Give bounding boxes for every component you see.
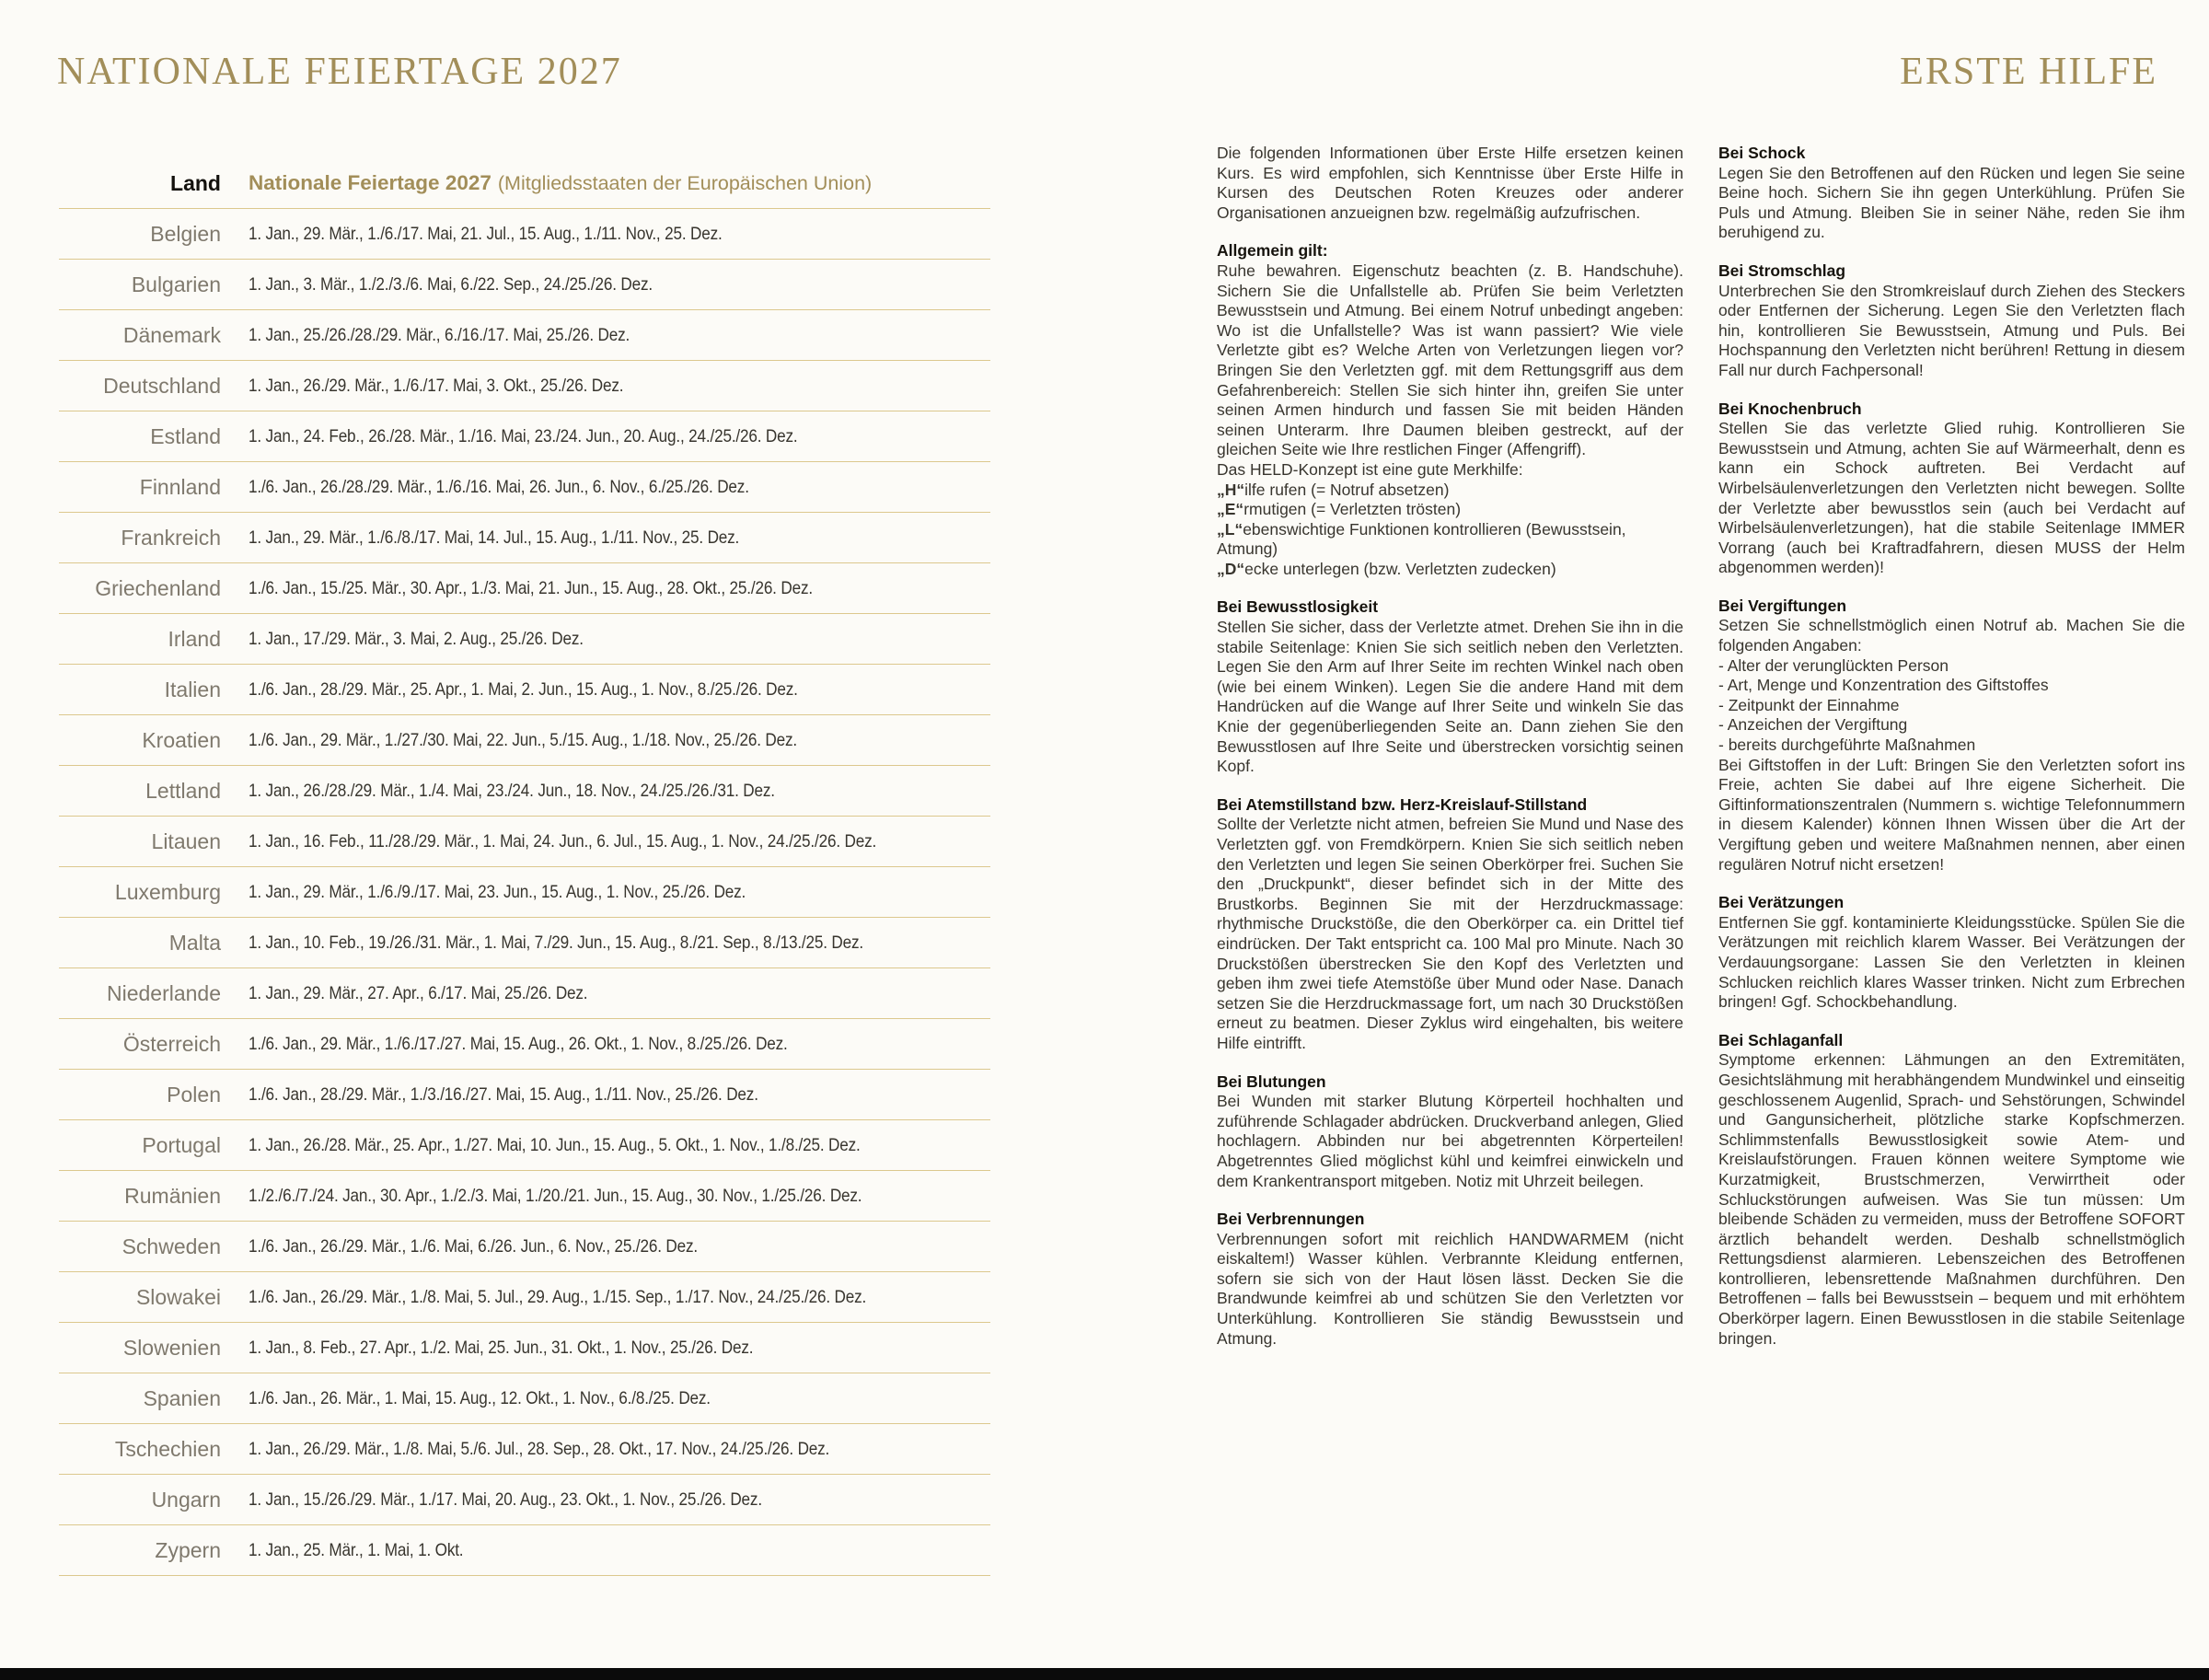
paragraph: Symptome erkennen: Lähmungen an den Extremitäten, Gesichtslähmung mit herabhängendem Mundwinkel und einseitig geschlossenem Augenlid, Sprach- und Sehstörungen, Schwindel und Gangunsicherheit, plötzliche starke Kopfschmerzen. Schlimmstenfalls Bewusstlosigkeit sowie Atem- und Kreislaufstörungen. Frauen können weitere Symptome wie Kurzatmigkeit, Brustschmerzen, Verwirrtheit oder Schluckstörungen aufweisen. Was Sie tun müssen: Um bleibende Schäden zu vermeiden, muss der Betroffene SOFORT ärztlich behandelt werden. Deshalb schnellstmöglich Rettungsdienst alarmieren. Lebenszeichen des Betroffenen kontrollieren, lebensrettende Maßnahmen durchführen. Den Betroffenen – falls bei Bewusstsein – bequem und mit erhöhtem Oberkörper lagern. Einen Bewusstlosen in die stabile Seitenlage bringen. bbox=[1718, 1050, 2185, 1348]
section-heading: Bei Blutungen bbox=[1217, 1072, 1326, 1091]
table-row bbox=[59, 1373, 990, 1424]
holiday-dates: 1. Jan., 25./26./28./29. Mär., 6./16./17. Mai, 25./26. Dez. bbox=[249, 324, 630, 345]
column-header-holidays bbox=[249, 171, 990, 195]
table-row bbox=[59, 1171, 990, 1222]
firstaid-section bbox=[1217, 241, 1683, 579]
holiday-table-body bbox=[59, 209, 990, 1576]
country-name: Tschechien bbox=[114, 1436, 221, 1461]
paragraph: Ruhe bewahren. Eigenschutz beachten (z. B. Handschuhe). Sichern Sie die Unfallstelle ab. Prüfen Sie beim Verletzten Bewusstsein und Atmung. Bei einem Notruf unbedingt angeben: Wo ist die Unfallstelle? Was ist wann passiert? Wie viele Verletzte gibt es? Welche Arten von Verletzungen liegen vor? Bringen Sie den Verletzten ggf. mit dem Rettungsgriff aus dem Gefahrenbereich: Stellen Sie sich hinter ihn, greifen Sie unter seinen Armen hindurch und fassen Sie mit beiden Händen seinen Unterarm. Ihre Daumen bleiben gestreckt, auf der gleichen Seite wie Ihre restlichen Finger (Affengriff). bbox=[1217, 261, 1683, 459]
firstaid-section bbox=[1217, 1210, 1683, 1349]
paragraph: „E“rmutigen (= Verletzten trösten) bbox=[1217, 500, 1462, 519]
firstaid-section bbox=[1718, 144, 2185, 243]
section-heading: Bei Knochenbruch bbox=[1718, 399, 1862, 418]
firstaid-section bbox=[1217, 144, 1683, 223]
table-row bbox=[59, 867, 990, 918]
firstaid-section bbox=[1718, 400, 2185, 578]
holiday-dates: 1. Jan., 26./28./29. Mär., 1./4. Mai, 23./24. Jun., 18. Nov., 24./25./26./31. Dez. bbox=[249, 780, 775, 801]
table-row bbox=[59, 513, 990, 563]
holiday-dates: 1. Jan., 17./29. Mär., 3. Mai, 2. Aug., 25./26. Dez. bbox=[249, 628, 584, 649]
table-header-row bbox=[59, 158, 990, 209]
table-row bbox=[59, 310, 990, 361]
paragraph: - Alter der verunglückten Person bbox=[1718, 655, 1949, 675]
holiday-dates: 1. Jan., 26./29. Mär., 1./8. Mai, 5./6. Jul., 28. Sep., 28. Okt., 17. Nov., 24./25./26. Dez. bbox=[249, 1438, 830, 1459]
table-row bbox=[59, 462, 990, 513]
table-row bbox=[59, 361, 990, 411]
country-name: Slowakei bbox=[135, 1284, 221, 1309]
holiday-dates: 1./6. Jan., 28./29. Mär., 1./3./16./27. Mai, 15. Aug., 1./11. Nov., 25./26. Dez. bbox=[249, 1083, 758, 1105]
section-heading: Allgemein gilt: bbox=[1217, 241, 1328, 261]
holiday-dates: 1./6. Jan., 29. Mär., 1./6./17./27. Mai, 15. Aug., 26. Okt., 1. Nov., 8./25./26. Dez. bbox=[249, 1033, 788, 1054]
paragraph: Setzen Sie schnellstmöglich einen Notruf ab. Machen Sie die folgenden Angaben: bbox=[1718, 616, 2185, 655]
holiday-dates: 1. Jan., 3. Mär., 1./2./3./6. Mai, 6./22. Sep., 24./25./26. Dez. bbox=[249, 273, 653, 295]
holiday-dates: 1. Jan., 25. Mär., 1. Mai, 1. Okt. bbox=[249, 1539, 464, 1560]
country-name: Frankreich bbox=[121, 525, 221, 550]
paragraph: Bei Giftstoffen in der Luft: Bringen Sie den Verletzten sofort ins Freie, achten Sie dabei auf Ihre eigene Sicherheit. Die Giftinformationszentralen (Nummern s. wichtige Telefonnummern in diesem Kalender) können Ihnen Wissen über die Art der Vergiftung geben und weitere Maßnahmen nennen, aber einen regulären Notruf nicht ersetzen! bbox=[1718, 755, 2185, 874]
country-name: Bulgarien bbox=[131, 272, 221, 296]
country-name: Malta bbox=[168, 930, 221, 955]
holiday-dates: 1./6. Jan., 26./29. Mär., 1./8. Mai, 5. Jul., 29. Aug., 1./15. Sep., 1./17. Nov., 24./25./26. Dez. bbox=[249, 1286, 867, 1307]
holiday-dates: 1. Jan., 26./29. Mär., 1./6./17. Mai, 3. Okt., 25./26. Dez. bbox=[249, 375, 624, 396]
holiday-dates: 1. Jan., 29. Mär., 27. Apr., 6./17. Mai, 25./26. Dez. bbox=[249, 982, 588, 1003]
holiday-dates: 1./6. Jan., 26. Mär., 1. Mai, 15. Aug., 12. Okt., 1. Nov., 6./8./25. Dez. bbox=[249, 1387, 711, 1408]
holiday-dates: 1. Jan., 15./26./29. Mär., 1./17. Mai, 20. Aug., 23. Okt., 1. Nov., 25./26. Dez. bbox=[249, 1489, 762, 1510]
holiday-dates: 1./6. Jan., 28./29. Mär., 25. Apr., 1. Mai, 2. Jun., 15. Aug., 1. Nov., 8./25./26. Dez. bbox=[249, 678, 798, 700]
country-name: Italien bbox=[164, 677, 221, 701]
country-name: Belgien bbox=[150, 221, 221, 246]
table-row bbox=[59, 563, 990, 614]
country-name: Deutschland bbox=[103, 373, 221, 398]
paragraph: Sollte der Verletzte nicht atmen, befreien Sie Mund und Nase des Verletzten ggf. von Fremdkörpern. Knien Sie sich seitlich neben den Verletzten und legen Sie seinen Oberkörper frei. Suchen Sie den „Druckpunkt“, dieser befindet sich in der Mitte des Brustkorbs. Beginnen Sie mit der Herzdruckmassage: rhythmische Druckstöße, die den Oberkörper ca. ein Drittel tief eindrücken. Der Takt entspricht ca. 100 Mal pro Minute. Nach 30 Druckstößen überstrecken Sie den Kopf des Verletzten und geben ihm zwei tiefe Atemstöße über Mund oder Nase. Danach setzen Sie die Herzdruckmassage fort, um nach 30 Druckstößen erneut zu beatmen. Dieser Zyklus wird eingehalten, bis weitere Hilfe eintrifft. bbox=[1217, 815, 1683, 1052]
holiday-dates: 1. Jan., 26./28. Mär., 25. Apr., 1./27. Mai, 10. Jun., 15. Aug., 5. Okt., 1. Nov., 1./8./25. Dez. bbox=[249, 1134, 861, 1155]
paragraph: - Zeitpunkt der Einnahme bbox=[1718, 695, 1900, 714]
table-row bbox=[59, 1222, 990, 1272]
firstaid-column bbox=[1217, 144, 1683, 1367]
firstaid-section bbox=[1718, 1031, 2185, 1350]
firstaid-section bbox=[1718, 597, 2185, 875]
country-name: Irland bbox=[168, 626, 221, 651]
paragraph: „H“ilfe rufen (= Notruf absetzen) bbox=[1217, 480, 1450, 499]
country-name: Finnland bbox=[139, 474, 221, 499]
column-header-land: Land bbox=[170, 170, 221, 195]
table-row bbox=[59, 1424, 990, 1475]
country-name: Kroatien bbox=[142, 727, 221, 752]
paragraph: Die folgenden Informationen über Erste Hilfe ersetzen keinen Kurs. Es wird empfohlen, sich Kenntnisse über Erste Hilfe in Kursen des Deutschen Roten Kreuzes oder anderer Organisationen anzueignen bzw. regelmäßig aufzufrischen. bbox=[1217, 144, 1683, 222]
table-row bbox=[59, 766, 990, 817]
section-heading: Bei Verbrennungen bbox=[1217, 1210, 1365, 1229]
holiday-dates: 1. Jan., 10. Feb., 19./26./31. Mär., 1. Mai, 7./29. Jun., 15. Aug., 8./21. Sep., 8./13./25. Dez. bbox=[249, 932, 864, 953]
table-row bbox=[59, 715, 990, 766]
country-name: Lettland bbox=[145, 778, 221, 803]
paragraph: - Art, Menge und Konzentration des Giftstoffes bbox=[1718, 676, 2049, 695]
paragraph: - Anzeichen der Vergiftung bbox=[1718, 715, 1908, 735]
section-heading: Bei Verätzungen bbox=[1718, 893, 1845, 912]
table-row bbox=[59, 1475, 990, 1525]
table-row bbox=[59, 665, 990, 715]
firstaid-section bbox=[1718, 893, 2185, 1013]
paragraph: Entfernen Sie ggf. kontaminierte Kleidungsstücke. Spülen Sie die Verätzungen mit reichlich klarem Wasser. Bei Verätzungen der Verdauungsorgane: Lassen Sie den Verletzten in kleinen Schlucken reichlich klares Wasser trinken. Nicht zum Erbrechen bringen! Ggf. Schockbehandlung. bbox=[1718, 912, 2185, 1012]
country-name: Luxemburg bbox=[114, 879, 221, 904]
table-row bbox=[59, 817, 990, 867]
left-page-title: NATIONALE FEIERTAGE 2027 bbox=[57, 51, 622, 93]
column-header-holidays-title: Nationale Feiertage 2027 bbox=[249, 171, 492, 194]
paragraph: Stellen Sie das verletzte Glied ruhig. Kontrollieren Sie Bewusstsein und Atmung, achten Sie auf Wärmeerhalt, denn es kann ein Schock auftreten. Bei Verdacht auf Wirbelsäulenverletzungen den Verletzten nicht bewegen. Sollte der Verletzte aber bewusstlos sein (auch bei Verdacht auf Wirbelsäulenverletzungen), hat die stabile Seitenlage IMMER Vorrang (auch bei Kraftradfahrern, diesen MUSS der Helm abgenommen werden)! bbox=[1718, 419, 2185, 577]
table-row bbox=[59, 1525, 990, 1576]
country-name: Österreich bbox=[122, 1031, 221, 1056]
country-name: Schweden bbox=[121, 1234, 221, 1258]
section-heading: Bei Atemstillstand bzw. Herz-Kreislauf-Stillstand bbox=[1217, 794, 1588, 814]
country-name: Griechenland bbox=[95, 575, 221, 600]
holiday-dates: 1. Jan., 24. Feb., 26./28. Mär., 1./16. Mai, 23./24. Jun., 20. Aug., 24./25./26. Dez. bbox=[249, 425, 798, 446]
paragraph: Verbrennungen sofort mit reichlich HANDWARMEM (nicht eiskaltem!) Wasser kühlen. Verbrannte Kleidung entfernen, sofern sie sich von der Haut lösen lässt. Decken Sie die Brandwunde keimfrei ab und schützen Sie den Verletzten vor Unterkühlung. Kontrollieren Sie ständig Bewusstsein und Atmung. bbox=[1217, 1229, 1683, 1348]
holiday-dates: 1. Jan., 29. Mär., 1./6./17. Mai, 21. Jul., 15. Aug., 1./11. Nov., 25. Dez. bbox=[249, 223, 723, 244]
right-page-title: ERSTE HILFE bbox=[1900, 51, 2157, 93]
firstaid-columns bbox=[1217, 144, 2185, 1367]
section-heading: Bei Schock bbox=[1718, 144, 1806, 162]
table-row bbox=[59, 614, 990, 665]
firstaid-column bbox=[1718, 144, 2185, 1367]
table-row bbox=[59, 1019, 990, 1070]
paragraph: „L“ebenswichtige Funktionen kontrollieren (Bewusstsein, Atmung) bbox=[1217, 519, 1626, 559]
country-name: Rumänien bbox=[124, 1183, 221, 1208]
country-name: Spanien bbox=[143, 1385, 221, 1410]
country-name: Portugal bbox=[142, 1132, 221, 1157]
firstaid-section bbox=[1217, 597, 1683, 776]
country-name: Slowenien bbox=[122, 1335, 221, 1360]
table-row bbox=[59, 1070, 990, 1120]
holiday-dates: 1. Jan., 29. Mär., 1./6./9./17. Mai, 23. Jun., 15. Aug., 1. Nov., 25./26. Dez. bbox=[249, 881, 746, 902]
section-heading: Bei Schlaganfall bbox=[1718, 1030, 1844, 1049]
country-name: Ungarn bbox=[151, 1487, 221, 1512]
country-name: Polen bbox=[167, 1082, 221, 1106]
section-heading: Bei Bewusstlosigkeit bbox=[1217, 597, 1379, 617]
table-row bbox=[59, 918, 990, 968]
paragraph: Unterbrechen Sie den Stromkreislauf durch Ziehen des Steckers oder Entfernen der Sicherung. Legen Sie den Verletzten flach hin, kontrollieren Sie Bewusstsein, Atmung und Puls. Bei Hochspannung den Verletzten nicht berühren! Rettung in diesem Fall nur durch Fachpersonal! bbox=[1718, 281, 2185, 379]
holiday-dates: 1. Jan., 8. Feb., 27. Apr., 1./2. Mai, 25. Jun., 31. Okt., 1. Nov., 25./26. Dez. bbox=[249, 1337, 754, 1358]
country-name: Litauen bbox=[151, 828, 221, 853]
table-row bbox=[59, 1272, 990, 1323]
table-row bbox=[59, 209, 990, 260]
country-name: Niederlande bbox=[106, 980, 221, 1005]
holiday-dates: 1./6. Jan., 26./29. Mär., 1./6. Mai, 6./26. Jun., 6. Nov., 25./26. Dez. bbox=[249, 1235, 698, 1257]
table-row bbox=[59, 260, 990, 310]
paragraph: Bei Wunden mit starker Blutung Körperteil hochhalten und zuführende Schlagader abdrücken. Druckverband anlegen, Glied hochlagern. Abbinden nur bei abgetrennten Körperteilen! Abgetrenntes Glied möglichst kühl und keimfrei einwickeln und dem Krankentransport mitgeben. Notiz mit Uhrzeit beilegen. bbox=[1217, 1092, 1683, 1190]
table-row bbox=[59, 1323, 990, 1373]
firstaid-section bbox=[1217, 795, 1683, 1054]
paragraph: „D“ecke unterlegen (bzw. Verletzten zudecken) bbox=[1217, 559, 1556, 578]
paragraph: Stellen Sie sicher, dass der Verletzte atmet. Drehen Sie ihn in die stabile Seitenlage: Knien Sie sich seitlich neben den Verletzten. Legen Sie den Arm auf Ihrer Seite im rechten Winkel nach oben (wie bei einem Winken). Legen Sie die andere Hand mit dem Handrücken auf die Wange auf Ihrer Seite und winkeln Sie das Knie der gegenüberliegenden Seite an. Dann ziehen Sie den Bewusstlosen auf Ihre Seite und überstrecken vorsichtig seinen Kopf. bbox=[1217, 618, 1683, 776]
paragraph: - bereits durchgeführte Maßnahmen bbox=[1718, 736, 1976, 755]
table-row bbox=[59, 1120, 990, 1171]
country-name: Zypern bbox=[155, 1537, 221, 1562]
holiday-dates: 1./6. Jan., 15./25. Mär., 30. Apr., 1./3. Mai, 21. Jun., 15. Aug., 28. Okt., 25./26. Dez. bbox=[249, 577, 813, 598]
table-row bbox=[59, 968, 990, 1019]
holiday-dates: 1. Jan., 29. Mär., 1./6./8./17. Mai, 14. Jul., 15. Aug., 1./11. Nov., 25. Dez. bbox=[249, 527, 740, 548]
section-heading: Bei Vergiftungen bbox=[1718, 596, 1847, 615]
firstaid-section bbox=[1718, 261, 2185, 381]
holiday-dates: 1./2./6./7./24. Jan., 30. Apr., 1./2./3. Mai, 1./20./21. Jun., 15. Aug., 30. Nov., 1./25./26. Dez. bbox=[249, 1185, 862, 1206]
holiday-dates: 1./6. Jan., 26./28./29. Mär., 1./6./16. Mai, 26. Jun., 6. Nov., 6./25./26. Dez. bbox=[249, 476, 749, 497]
table-row bbox=[59, 411, 990, 462]
country-name: Dänemark bbox=[122, 322, 221, 347]
column-header-holidays-subtitle: (Mitgliedsstaaten der Europäischen Union) bbox=[497, 172, 873, 194]
page-edge-bar bbox=[0, 1668, 2209, 1680]
holiday-table bbox=[59, 158, 990, 1576]
holiday-dates: 1./6. Jan., 29. Mär., 1./27./30. Mai, 22. Jun., 5./15. Aug., 1./18. Nov., 25./26. Dez. bbox=[249, 729, 797, 750]
section-heading: Bei Stromschlag bbox=[1718, 261, 1846, 280]
paragraph: Legen Sie den Betroffenen auf den Rücken und legen Sie seine Beine hoch. Sichern Sie ihn gegen Unterkühlung. Prüfen Sie Puls und Atmung. Bleiben Sie in seiner Nähe, reden Sie ihm beruhigend zu. bbox=[1718, 163, 2185, 242]
country-name: Estland bbox=[150, 423, 221, 448]
paragraph: Das HELD-Konzept ist eine gute Merkhilfe: bbox=[1217, 459, 1523, 479]
holiday-dates: 1. Jan., 16. Feb., 11./28./29. Mär., 1. Mai, 24. Jun., 6. Jul., 15. Aug., 1. Nov., 24./25./26. Dez. bbox=[249, 830, 877, 852]
firstaid-section bbox=[1217, 1072, 1683, 1192]
